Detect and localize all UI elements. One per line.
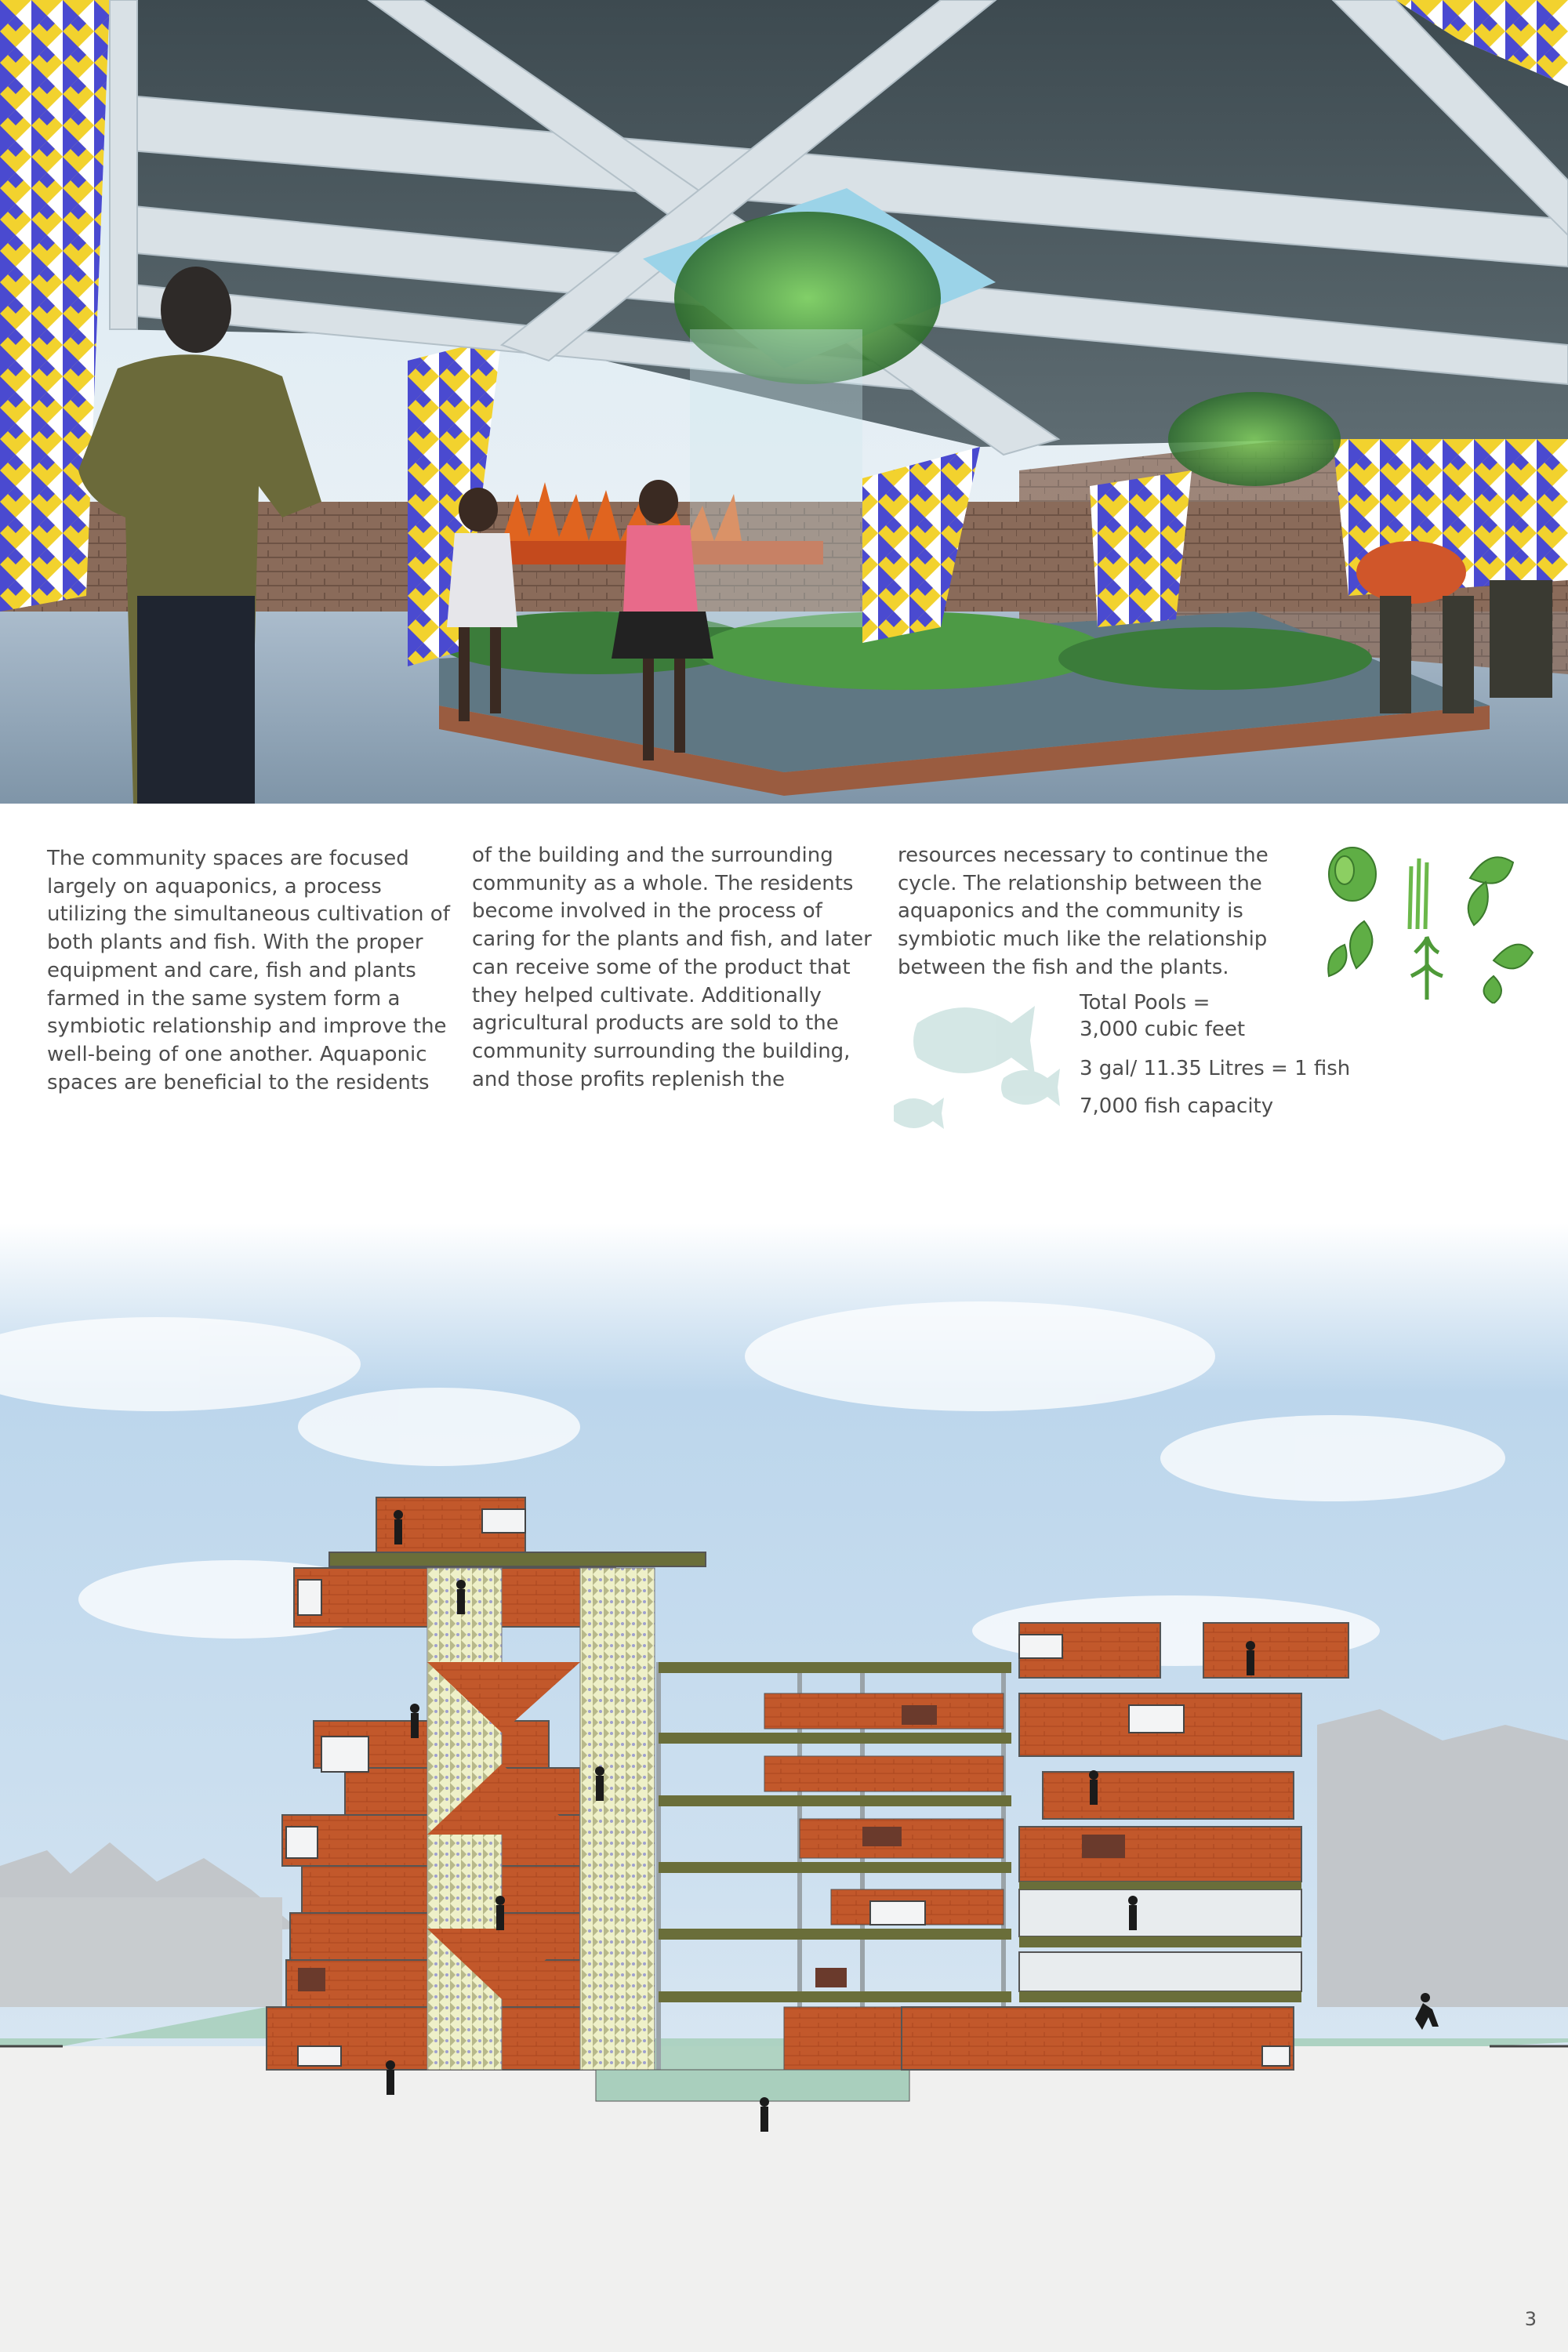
total-pools-stat: [1080, 989, 1330, 1043]
fish-ratio-stat: 3 gal/ 11.35 Litres = 1 fish: [1080, 1057, 1351, 1080]
page-number: 3: [1524, 2308, 1537, 2330]
fish-silhouette-icon: [894, 992, 1074, 1133]
total-pools-label: Total Pools =: [1080, 991, 1210, 1014]
body-text-column-1: The community spaces are focused largely on aquaponics, a process utilizing the simultaneous cultivation of both plants and fish. With the proper equipment and care, fish and plants farmed in the same system form a symbiotic relationship and improve the well-being of one another. Aquaponic spaces are beneficial to the residents: [47, 847, 450, 1094]
herb-leaf-icon: [1325, 843, 1537, 1004]
body-text-column-3: resources necessary to continue the cycle. The relationship between the aquaponics and the community is symbiotic much like the relationship between the fish and the plants.: [898, 844, 1269, 979]
total-pools-value: 3,000 cubic feet: [1080, 1018, 1246, 1041]
building-section-drawing: [0, 1223, 1568, 2352]
aquaponics-rendering: [0, 0, 1568, 804]
body-text-column-2: of the building and the surrounding community as a whole. The residents become involved in the process of caring for the plants and fish, and later can receive some of the product that they helped cultivate. Additionally agricultural products are sold to the community surrounding the building, and those profits replenish the: [472, 844, 872, 1091]
fish-capacity-stat: 7,000 fish capacity: [1080, 1094, 1274, 1118]
